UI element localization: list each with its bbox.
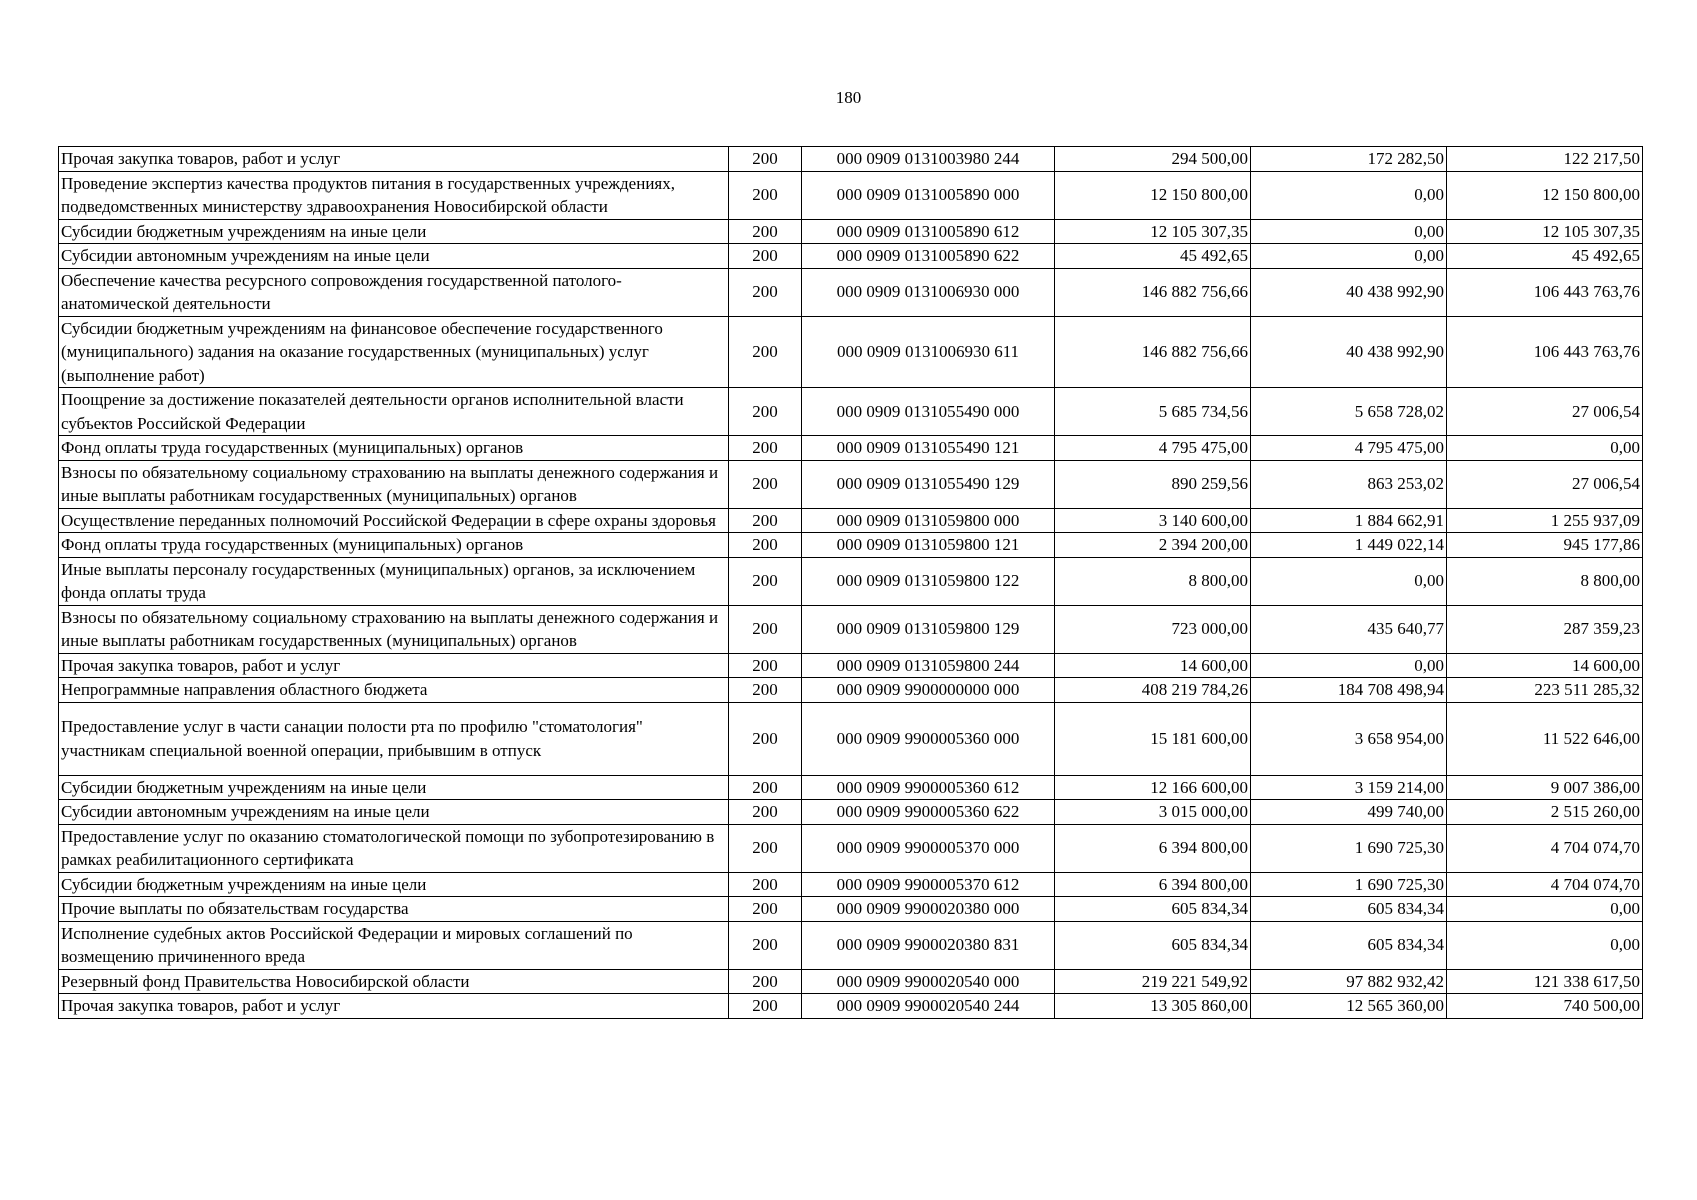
table-row xyxy=(59,147,1643,172)
row-name-cell: Прочие выплаты по обязательствам государства xyxy=(59,897,729,922)
row-executed-cell: 0,00 xyxy=(1251,171,1447,219)
row-name-cell: Субсидии бюджетным учреждениям на иные цели xyxy=(59,775,729,800)
row-approved-cell: 15 181 600,00 xyxy=(1055,702,1251,775)
table-row xyxy=(59,800,1643,825)
row-unexecuted-cell: 740 500,00 xyxy=(1447,994,1643,1019)
row-executed-cell: 97 882 932,42 xyxy=(1251,969,1447,994)
row-unexecuted-cell: 14 600,00 xyxy=(1447,653,1643,678)
row-code-cell: 200 xyxy=(729,316,802,388)
row-code-cell: 200 xyxy=(729,969,802,994)
row-approved-cell: 45 492,65 xyxy=(1055,244,1251,269)
row-name-cell: Взносы по обязательному социальному страхованию на выплаты денежного содержания и иные выплаты работникам государственных (муниципальных) органов xyxy=(59,605,729,653)
row-code-cell: 200 xyxy=(729,702,802,775)
row-executed-cell: 1 690 725,30 xyxy=(1251,872,1447,897)
row-approved-cell: 4 795 475,00 xyxy=(1055,436,1251,461)
row-unexecuted-cell: 12 105 307,35 xyxy=(1447,219,1643,244)
row-name-cell: Субсидии автономным учреждениям на иные цели xyxy=(59,800,729,825)
row-executed-cell: 3 658 954,00 xyxy=(1251,702,1447,775)
row-name-cell: Поощрение за достижение показателей деятельности органов исполнительной власти субъектов Российской Федерации xyxy=(59,388,729,436)
row-kbk-cell: 000 0909 9900000000 000 xyxy=(802,678,1055,703)
row-unexecuted-cell: 122 217,50 xyxy=(1447,147,1643,172)
row-code-cell: 200 xyxy=(729,678,802,703)
row-executed-cell: 435 640,77 xyxy=(1251,605,1447,653)
row-name-cell: Прочая закупка товаров, работ и услуг xyxy=(59,653,729,678)
table-row xyxy=(59,775,1643,800)
row-approved-cell: 12 150 800,00 xyxy=(1055,171,1251,219)
row-unexecuted-cell: 0,00 xyxy=(1447,921,1643,969)
row-code-cell: 200 xyxy=(729,921,802,969)
row-approved-cell: 2 394 200,00 xyxy=(1055,533,1251,558)
row-kbk-cell: 000 0909 9900020540 000 xyxy=(802,969,1055,994)
row-executed-cell: 4 795 475,00 xyxy=(1251,436,1447,461)
row-executed-cell: 499 740,00 xyxy=(1251,800,1447,825)
row-kbk-cell: 000 0909 0131005890 000 xyxy=(802,171,1055,219)
budget-table-body xyxy=(59,147,1643,1019)
table-row xyxy=(59,244,1643,269)
row-kbk-cell: 000 0909 9900005360 000 xyxy=(802,702,1055,775)
row-code-cell: 200 xyxy=(729,460,802,508)
row-executed-cell: 0,00 xyxy=(1251,653,1447,678)
budget-table xyxy=(58,146,1643,1019)
row-code-cell: 200 xyxy=(729,388,802,436)
row-executed-cell: 184 708 498,94 xyxy=(1251,678,1447,703)
row-unexecuted-cell: 8 800,00 xyxy=(1447,557,1643,605)
row-approved-cell: 3 140 600,00 xyxy=(1055,508,1251,533)
row-approved-cell: 890 259,56 xyxy=(1055,460,1251,508)
row-code-cell: 200 xyxy=(729,994,802,1019)
row-executed-cell: 40 438 992,90 xyxy=(1251,268,1447,316)
table-row xyxy=(59,533,1643,558)
row-approved-cell: 12 166 600,00 xyxy=(1055,775,1251,800)
row-name-cell: Осуществление переданных полномочий Российской Федерации в сфере охраны здоровья xyxy=(59,508,729,533)
table-row xyxy=(59,653,1643,678)
row-name-cell: Субсидии бюджетным учреждениям на иные цели xyxy=(59,872,729,897)
row-approved-cell: 219 221 549,92 xyxy=(1055,969,1251,994)
row-name-cell: Прочая закупка товаров, работ и услуг xyxy=(59,147,729,172)
table-row xyxy=(59,969,1643,994)
row-code-cell: 200 xyxy=(729,897,802,922)
row-approved-cell: 605 834,34 xyxy=(1055,897,1251,922)
row-unexecuted-cell: 287 359,23 xyxy=(1447,605,1643,653)
row-executed-cell: 40 438 992,90 xyxy=(1251,316,1447,388)
table-row xyxy=(59,557,1643,605)
row-executed-cell: 1 884 662,91 xyxy=(1251,508,1447,533)
row-name-cell: Предоставление услуг в части санации полости рта по профилю "стоматология" участникам специальной военной операции, прибывшим в отпуск xyxy=(59,702,729,775)
table-row xyxy=(59,508,1643,533)
row-code-cell: 200 xyxy=(729,605,802,653)
row-executed-cell: 1 449 022,14 xyxy=(1251,533,1447,558)
row-kbk-cell: 000 0909 9900005360 622 xyxy=(802,800,1055,825)
row-code-cell: 200 xyxy=(729,775,802,800)
row-kbk-cell: 000 0909 9900005360 612 xyxy=(802,775,1055,800)
row-kbk-cell: 000 0909 0131059800 121 xyxy=(802,533,1055,558)
row-name-cell: Фонд оплаты труда государственных (муниципальных) органов xyxy=(59,533,729,558)
row-executed-cell: 12 565 360,00 xyxy=(1251,994,1447,1019)
row-executed-cell: 0,00 xyxy=(1251,244,1447,269)
table-row xyxy=(59,268,1643,316)
row-name-cell: Обеспечение качества ресурсного сопровождения государственной патолого-анатомической деятельности xyxy=(59,268,729,316)
row-kbk-cell: 000 0909 0131006930 000 xyxy=(802,268,1055,316)
table-row xyxy=(59,994,1643,1019)
row-kbk-cell: 000 0909 0131006930 611 xyxy=(802,316,1055,388)
row-approved-cell: 13 305 860,00 xyxy=(1055,994,1251,1019)
row-code-cell: 200 xyxy=(729,557,802,605)
table-row xyxy=(59,171,1643,219)
row-name-cell: Прочая закупка товаров, работ и услуг xyxy=(59,994,729,1019)
row-code-cell: 200 xyxy=(729,268,802,316)
row-executed-cell: 605 834,34 xyxy=(1251,921,1447,969)
row-kbk-cell: 000 0909 9900020540 244 xyxy=(802,994,1055,1019)
row-kbk-cell: 000 0909 9900005370 000 xyxy=(802,824,1055,872)
row-name-cell: Взносы по обязательному социальному страхованию на выплаты денежного содержания и иные выплаты работникам государственных (муниципальных) органов xyxy=(59,460,729,508)
row-approved-cell: 3 015 000,00 xyxy=(1055,800,1251,825)
row-executed-cell: 863 253,02 xyxy=(1251,460,1447,508)
row-unexecuted-cell: 45 492,65 xyxy=(1447,244,1643,269)
row-executed-cell: 605 834,34 xyxy=(1251,897,1447,922)
row-name-cell: Исполнение судебных актов Российской Федерации и мировых соглашений по возмещению причиненного вреда xyxy=(59,921,729,969)
row-code-cell: 200 xyxy=(729,508,802,533)
table-row xyxy=(59,436,1643,461)
table-row xyxy=(59,460,1643,508)
row-kbk-cell: 000 0909 0131059800 129 xyxy=(802,605,1055,653)
row-unexecuted-cell: 106 443 763,76 xyxy=(1447,316,1643,388)
row-unexecuted-cell: 27 006,54 xyxy=(1447,460,1643,508)
row-name-cell: Субсидии автономным учреждениям на иные цели xyxy=(59,244,729,269)
row-approved-cell: 146 882 756,66 xyxy=(1055,268,1251,316)
row-code-cell: 200 xyxy=(729,872,802,897)
row-kbk-cell: 000 0909 0131055490 000 xyxy=(802,388,1055,436)
row-kbk-cell: 000 0909 0131059800 122 xyxy=(802,557,1055,605)
row-code-cell: 200 xyxy=(729,824,802,872)
row-approved-cell: 723 000,00 xyxy=(1055,605,1251,653)
row-unexecuted-cell: 945 177,86 xyxy=(1447,533,1643,558)
row-approved-cell: 408 219 784,26 xyxy=(1055,678,1251,703)
row-name-cell: Субсидии бюджетным учреждениям на финансовое обеспечение государственного (муниципального) задания на оказание государственных (муниципальных) услуг (выполнение работ) xyxy=(59,316,729,388)
row-executed-cell: 1 690 725,30 xyxy=(1251,824,1447,872)
row-code-cell: 200 xyxy=(729,533,802,558)
page-number: 180 xyxy=(835,88,862,107)
row-code-cell: 200 xyxy=(729,800,802,825)
row-name-cell: Непрограммные направления областного бюджета xyxy=(59,678,729,703)
table-row xyxy=(59,897,1643,922)
row-kbk-cell: 000 0909 9900005370 612 xyxy=(802,872,1055,897)
row-unexecuted-cell: 27 006,54 xyxy=(1447,388,1643,436)
row-approved-cell: 14 600,00 xyxy=(1055,653,1251,678)
row-name-cell: Субсидии бюджетным учреждениям на иные цели xyxy=(59,219,729,244)
row-kbk-cell: 000 0909 0131005890 622 xyxy=(802,244,1055,269)
row-name-cell: Резервный фонд Правительства Новосибирской области xyxy=(59,969,729,994)
row-unexecuted-cell: 4 704 074,70 xyxy=(1447,872,1643,897)
row-approved-cell: 6 394 800,00 xyxy=(1055,824,1251,872)
row-unexecuted-cell: 12 150 800,00 xyxy=(1447,171,1643,219)
row-code-cell: 200 xyxy=(729,147,802,172)
row-approved-cell: 5 685 734,56 xyxy=(1055,388,1251,436)
row-name-cell: Проведение экспертиз качества продуктов питания в государственных учреждениях, подведомственных министерству здравоохранения Новосибирской области xyxy=(59,171,729,219)
row-approved-cell: 146 882 756,66 xyxy=(1055,316,1251,388)
row-approved-cell: 12 105 307,35 xyxy=(1055,219,1251,244)
row-kbk-cell: 000 0909 0131055490 121 xyxy=(802,436,1055,461)
row-unexecuted-cell: 0,00 xyxy=(1447,897,1643,922)
row-kbk-cell: 000 0909 0131055490 129 xyxy=(802,460,1055,508)
table-row xyxy=(59,388,1643,436)
row-unexecuted-cell: 11 522 646,00 xyxy=(1447,702,1643,775)
row-unexecuted-cell: 121 338 617,50 xyxy=(1447,969,1643,994)
row-approved-cell: 294 500,00 xyxy=(1055,147,1251,172)
row-executed-cell: 5 658 728,02 xyxy=(1251,388,1447,436)
table-row xyxy=(59,824,1643,872)
row-approved-cell: 605 834,34 xyxy=(1055,921,1251,969)
table-row xyxy=(59,702,1643,775)
row-unexecuted-cell: 1 255 937,09 xyxy=(1447,508,1643,533)
row-executed-cell: 0,00 xyxy=(1251,557,1447,605)
row-code-cell: 200 xyxy=(729,171,802,219)
table-row xyxy=(59,316,1643,388)
row-code-cell: 200 xyxy=(729,653,802,678)
row-code-cell: 200 xyxy=(729,219,802,244)
row-unexecuted-cell: 223 511 285,32 xyxy=(1447,678,1643,703)
row-kbk-cell: 000 0909 0131059800 244 xyxy=(802,653,1055,678)
row-name-cell: Иные выплаты персоналу государственных (муниципальных) органов, за исключением фонда оплаты труда xyxy=(59,557,729,605)
table-row xyxy=(59,678,1643,703)
row-code-cell: 200 xyxy=(729,436,802,461)
row-kbk-cell: 000 0909 0131059800 000 xyxy=(802,508,1055,533)
row-name-cell: Предоставление услуг по оказанию стоматологической помощи по зубопротезированию в рамках реабилитационного сертификата xyxy=(59,824,729,872)
row-name-cell: Фонд оплаты труда государственных (муниципальных) органов xyxy=(59,436,729,461)
row-unexecuted-cell: 0,00 xyxy=(1447,436,1643,461)
row-executed-cell: 3 159 214,00 xyxy=(1251,775,1447,800)
table-row xyxy=(59,872,1643,897)
table-row xyxy=(59,921,1643,969)
row-approved-cell: 6 394 800,00 xyxy=(1055,872,1251,897)
row-unexecuted-cell: 2 515 260,00 xyxy=(1447,800,1643,825)
row-kbk-cell: 000 0909 9900020380 831 xyxy=(802,921,1055,969)
row-unexecuted-cell: 4 704 074,70 xyxy=(1447,824,1643,872)
row-kbk-cell: 000 0909 0131005890 612 xyxy=(802,219,1055,244)
row-executed-cell: 172 282,50 xyxy=(1251,147,1447,172)
row-unexecuted-cell: 106 443 763,76 xyxy=(1447,268,1643,316)
row-kbk-cell: 000 0909 0131003980 244 xyxy=(802,147,1055,172)
table-row xyxy=(59,219,1643,244)
row-code-cell: 200 xyxy=(729,244,802,269)
row-kbk-cell: 000 0909 9900020380 000 xyxy=(802,897,1055,922)
row-approved-cell: 8 800,00 xyxy=(1055,557,1251,605)
row-executed-cell: 0,00 xyxy=(1251,219,1447,244)
row-unexecuted-cell: 9 007 386,00 xyxy=(1447,775,1643,800)
table-row xyxy=(59,605,1643,653)
